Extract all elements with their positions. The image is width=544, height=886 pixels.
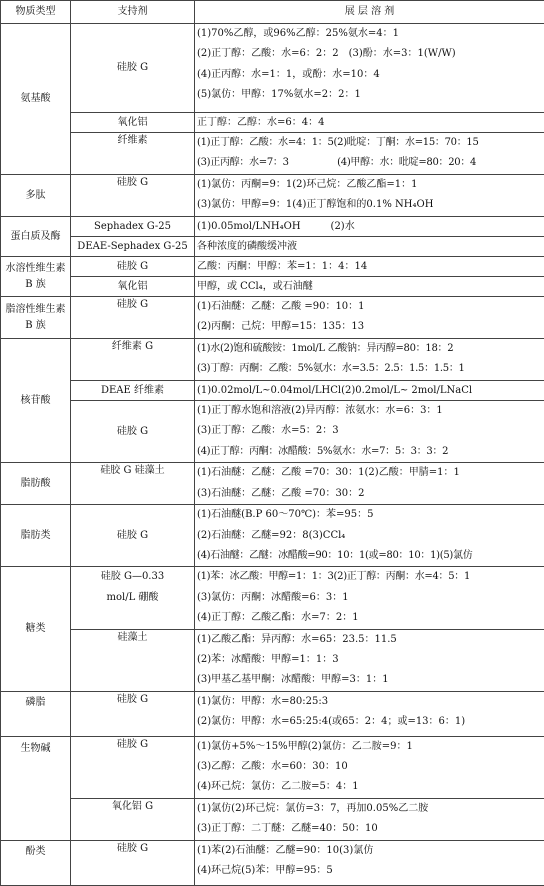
solvent-line: (1)氯仿：丙酮=9：1(2)环己烷：乙酸乙酯=1：1	[197, 175, 542, 195]
solvent-line: (3)石油醚：乙醚：乙酸 =70：30：2	[197, 484, 542, 504]
table-row	[1, 175, 544, 217]
table-row	[1, 24, 544, 113]
solvent-cell: 正丁醇：乙醇：水=6：4：4	[195, 113, 544, 133]
table-row	[1, 691, 544, 736]
header-category: 物质类型	[1, 1, 71, 24]
solvent-line: (1)水(2)饱和硫酸铵：1mol/L 乙酸钠：异丙醇=80：18：2	[197, 339, 542, 359]
support-cell: Sephadex G-25	[71, 217, 195, 237]
solvent-line: (2)石油醚：乙醚=92：8(3)CCl₄	[197, 526, 542, 546]
table-row	[1, 629, 544, 691]
support-cell: 氧化铝	[71, 277, 195, 297]
solvent-cell	[195, 24, 544, 113]
table-row	[1, 736, 544, 798]
solvent-cell	[195, 133, 544, 175]
support-cell: 硅胶 G	[71, 840, 195, 885]
category-nucleotide: 核苷酸	[1, 339, 71, 463]
solvent-cell	[195, 736, 544, 798]
table-row	[1, 567, 544, 629]
support-cell: 纤维素	[71, 133, 195, 175]
table-row	[1, 297, 544, 339]
solvent-line: (3)乙醇：乙酸：水=60：30：10	[197, 757, 542, 777]
header-solvent: 展 层 溶 剂	[195, 1, 544, 24]
category-phospholipid: 磷脂	[1, 691, 71, 736]
solvent-line: (2)正丁醇：乙酸：水=6：2：2 (3)酚：水=3：1(W/W)	[197, 44, 542, 64]
solvent-line: (3)正丁醇：乙酸：水=5：2：3	[197, 421, 542, 441]
solvent-line: (1)氯仿+5%～15%甲醇(2)氯仿：乙二胺=9：1	[197, 737, 542, 757]
table-row	[1, 463, 544, 505]
solvent-line: (1)石油醚(B.P 60～70℃)：苯=95：5	[197, 505, 542, 525]
solvent-line: (1)正丁醇水饱和溶液(2)异丙醇：浓氨水：水=6：3：1	[197, 401, 542, 421]
solvent-line: (1)石油醚：乙醚：乙酸 =70：30：1(2)乙酸：甲腈=1：1	[197, 463, 542, 483]
solvent-cell	[195, 629, 544, 691]
solvent-line: (1)正丁醇：乙酸：水=4：1：5(2)吡啶：丁酮：水=15：70：15	[197, 133, 542, 153]
category-fatty-acid: 脂肪酸	[1, 463, 71, 505]
table-row	[1, 133, 544, 175]
table-row	[1, 798, 544, 840]
solvent-line: (4)正丁醇：丙酮：冰醋酸：5%氨水：水=7：5：3：3：2	[197, 442, 542, 462]
solvent-line: (4)正丙醇：水=1：1，或酚：水=10：4	[197, 65, 542, 85]
table-row	[1, 237, 544, 257]
solvent-line: (4)环己烷(5)苯：甲醇=95：5	[197, 861, 542, 881]
solvent-line: (3)正丙醇：水=7：3 (4)甲醇：水：吡啶=80：20：4	[197, 153, 542, 173]
category-alkaloid: 生物碱	[1, 736, 71, 840]
solvent-cell	[195, 463, 544, 505]
support-cell: 硅胶 G	[71, 401, 195, 463]
solvent-line: (4)正丁醇：乙酸乙酯：水=7：2：1	[197, 608, 542, 628]
support-cell: 氧化铝	[71, 113, 195, 133]
support-line: 硅胶 G—0.33	[73, 567, 192, 587]
support-line: mol/L 硼酸	[73, 588, 192, 608]
support-cell: DEAE-Sephadex G-25	[71, 237, 195, 257]
solvent-line: (3)氯仿：丙酮：冰醋酸=6：3：1	[197, 588, 542, 608]
solvent-cell: (1)0.05mol/LNH₄OH (2)水	[195, 217, 544, 237]
table-row	[1, 217, 544, 237]
solvent-line: (3)丁醇：丙酮：乙酸：5%氨水：水=3.5：2.5：1.5：1.5：1	[197, 359, 542, 379]
support-cell: 氧化铝 G	[71, 798, 195, 840]
solvent-line: (2)苯：冰醋酸：甲醇=1：1：3	[197, 650, 542, 670]
solvent-cell: 甲醇，或 CCl₄，或石油醚	[195, 277, 544, 297]
category-amino-acid: 氨基酸	[1, 24, 71, 175]
support-cell	[71, 567, 195, 629]
solvent-line: (3)氯仿：甲醇=9：1(4)正丁醇饱和的0.1% NH₄OH	[197, 195, 542, 215]
support-cell: DEAE 纤维素	[71, 381, 195, 401]
table-row	[1, 840, 544, 885]
solvent-line: (5)氯仿：甲醇：17%氨水=2：2：1	[197, 85, 542, 105]
table-row	[1, 113, 544, 133]
table-row	[1, 381, 544, 401]
support-cell: 硅胶 G	[71, 691, 195, 736]
category-sugar: 糖类	[1, 567, 71, 691]
solvent-line: (1)苯(2)石油醚：乙醚=90：10(3)氯仿	[197, 841, 542, 861]
support-cell: 硅胶 G	[71, 297, 195, 339]
solvent-cell	[195, 505, 544, 567]
solvent-cell: (1)0.02mol/L~0.04mol/LHCl(2)0.2mol/L~ 2mol/LNaCl	[195, 381, 544, 401]
support-cell: 硅胶 G 硅藻土	[71, 463, 195, 505]
support-cell: 硅胶 G	[71, 257, 195, 277]
solvent-line: (1)70%乙醇，或96%乙醇：25%氨水=4：1	[197, 24, 542, 44]
category-phenol: 酚类	[1, 840, 71, 885]
solvent-line: (1)石油醚：乙醚：乙酸 =90：10：1	[197, 297, 542, 317]
category-lipid: 脂肪类	[1, 505, 71, 567]
solvent-line: (4)石油醚：乙醚：冰醋酸=90：10：1(或=80：10：1)(5)氯仿	[197, 546, 542, 566]
solvent-cell	[195, 567, 544, 629]
solvent-line: (1)氯仿(2)环己烷：氯仿=3：7，再加0.05%乙二胺	[197, 799, 542, 819]
category-peptide: 多肽	[1, 175, 71, 217]
solvent-cell	[195, 297, 544, 339]
solvent-line: (1)乙酸乙酯：异丙醇：水=65：23.5：11.5	[197, 630, 542, 650]
solvent-line: (2)丙酮：己烷：甲醇=15：135：13	[197, 317, 542, 337]
solvent-line: (3)甲基乙基甲酮：冰醋酸：甲醇=3：1：1	[197, 670, 542, 690]
support-cell: 硅藻土	[71, 629, 195, 691]
support-cell: 硅胶 G	[71, 505, 195, 567]
category-fat-vitamin: 脂溶性维生素 B 族	[1, 297, 71, 339]
category-protein: 蛋白质及酶	[1, 217, 71, 257]
table-row	[1, 277, 544, 297]
support-cell: 硅胶 G	[71, 24, 195, 113]
table-header	[1, 1, 544, 24]
solvent-cell	[195, 339, 544, 381]
table-row	[1, 339, 544, 381]
solvent-cell	[195, 691, 544, 736]
table-row	[1, 505, 544, 567]
solvent-cell	[195, 840, 544, 885]
header-support: 支持剂	[71, 1, 195, 24]
support-cell: 硅胶 G	[71, 736, 195, 798]
solvent-line: (4)环己烷：氯仿：乙二胺=5：4：1	[197, 777, 542, 797]
solvent-cell	[195, 175, 544, 217]
solvent-cell	[195, 401, 544, 463]
table-row	[1, 401, 544, 463]
solvent-cell: 乙酸：丙酮：甲醇：苯=1：1：4：14	[195, 257, 544, 277]
solvent-line: (1)氯仿：甲醇：水=80:25:3	[197, 692, 542, 712]
category-water-vitamin: 水溶性维生素 B 族	[1, 257, 71, 297]
solvent-cell	[195, 798, 544, 840]
solvent-cell: 各种浓度的磷酸缓冲液	[195, 237, 544, 257]
solvent-line: (2)氯仿：甲醇：水=65:25:4(或65：2：4；或=13：6：1)	[197, 712, 542, 732]
solvent-line: (1)苯：冰乙酸：甲醇=1：1：3(2)正丁醇：丙酮：水=4：5：1	[197, 567, 542, 587]
support-cell: 纤维素 G	[71, 339, 195, 381]
solvent-line: (3)正丁醇：二丁醚：乙醚=40：50：10	[197, 819, 542, 839]
table-row	[1, 257, 544, 277]
support-cell: 硅胶 G	[71, 175, 195, 217]
